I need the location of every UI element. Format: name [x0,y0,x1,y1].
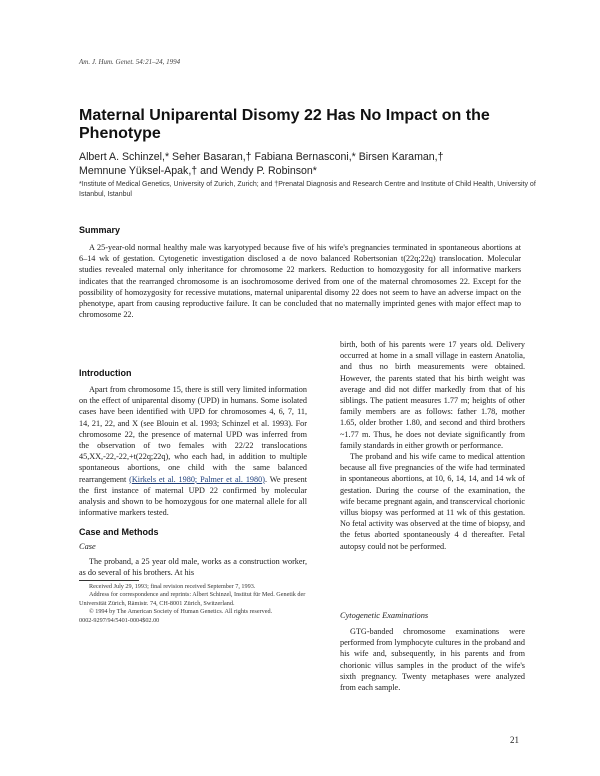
case-subheading: Case [79,542,96,551]
intro-text-post: . We present the first instance of maternal UPD 22 confirmed by molecular analysis and shown to be homozygous for one maternal allele for all informative markers tested. [79,474,307,518]
summary-heading: Summary [79,225,121,235]
author-affiliations: *Institute of Medical Genetics, University of Zurich, Zurich; and †Prenatal Diagnosis and Research Centre and Institute of Child Health, University of Istanbul, Istanbul [79,181,536,198]
summary-text: A 25-year-old normal healthy male was karyotyped because five of his wife's pregnancies terminated in spontaneous abortions at 6–14 wk of gestation. Cytogenetic investigation disclosed a de novo balanced Robertsonian t(22q;22q) translocation. Molecular studies revealed maternal only inheritance for chromosome 22 markers. Reduction to homozygosity for all informative markers indicates that the rearranged chromosome is an isochromosome derived from one of the maternal chromosomes 22. Except for the possibility of homozygosity for recessive mutations, maternal uniparental disomy 22 does not seem to have an adverse impact on the phenotype, apart from causing reproductive failure. It can be concluded that no maternally imprinted genes with major effect map to chromosome 22. [79,243,521,320]
case-body [79,556,307,578]
author-list [79,150,559,178]
footnotes [79,583,307,625]
intro-text-pre: Apart from chromosome 15, there is still very limited information on the effect of uniparental disomy (UPD) in humans. Some isolated cases have been identified with UPD for chromosomes 4, 6, 7, 11, 14, 21, 22, and X (see Blouin et al. 1993; Schinzel et al. 1993). For chromosome 22, the presence of maternal UPD was inferred from the observation of two females with 22/22 translocations 45,XX,-22,-22,+t(22q;22q), who each had, in addition to multiple spontaneous abortions, one child with the same balanced rearrangement [79,385,307,484]
footnote-divider [79,580,139,581]
case-and-methods-heading: Case and Methods [79,527,159,537]
journal-reference: Am. J. Hum. Genet. 54:21–24, 1994 [79,58,181,66]
introduction-paragraph [79,384,307,518]
article-title: Maternal Uniparental Disomy 22 Has No Impact on the Phenotype [79,107,490,142]
right-paragraph-3: GTG-banded chromosome examinations were performed from lymphocyte cultures in the proband and his wife and, subsequently, in his parents and from chorionic villus samples in the product of the wife's sixth pregnancy. Twenty metaphases were analyzed from each sample. [340,627,525,693]
authors-line-2: Memnune Yüksel-Apak,† and Wendy P. Robinson* [79,165,317,177]
cytogenetic-body [340,626,525,693]
authors-line-1: Albert A. Schinzel,* Seher Basaran,† Fabiana Bernasconi,* Birsen Karaman,† [79,151,444,163]
right-column-body [340,339,525,552]
introduction-heading: Introduction [79,368,132,378]
right-paragraph-2: The proband and his wife came to medical attention because all five pregnancies of the wife had terminated in spontaneous abortions, at 10, 6, 14, 14, and 14 wk of gestation. During the course of the examination, the wife became pregnant again, and transcervical chorionic villus biopsy was performed at 11 wk of this gestation. No fetal activity was observed at the time of biopsy, and the fetus aborted spontaneously 4 d thereafter. Fetal autopsy could not be performed. [340,452,525,551]
footnote-address: Address for correspondence and reprints: Albert Schinzel, Institut für Med. Genetik der Universität Zürich, Rämistr. 74, CH-8001 Zürich, Switzerland. [79,591,306,607]
footnote-copyright: © 1994 by The American Society of Human Genetics. All rights reserved. [89,608,273,616]
page-number: 21 [510,735,519,745]
footnote-received: Received July 29, 1993; final revision received September 7, 1993. [89,583,256,590]
case-paragraph: The proband, a 25 year old male, works as a construction worker, as do several of his brothers. At his [79,557,307,578]
citation-link[interactable]: (Kirkels et al. 1980; Palmer et al. 1980) [129,474,265,484]
cytogenetic-subheading: Cytogenetic Examinations [340,611,429,620]
right-paragraph-1: birth, both of his parents were 17 years old. Delivery occurred at home in a small village in eastern Anatolia, and thus no birth measurements were obtained. However, the parents stated that his birth weight was average and did not differ markedly from that of his siblings. The patient measures 1.77 m; heights of other family members are as follows: father 1.78, mother 1.65, older brother 1.80, and second and third brothers ~1.77 m. Thus, he does not deviate significantly from family standards in either growth or performance. [340,340,525,450]
footnote-issn: 0002-9297/94/5401-0004$02.00 [79,616,160,624]
introduction-body [79,384,307,518]
